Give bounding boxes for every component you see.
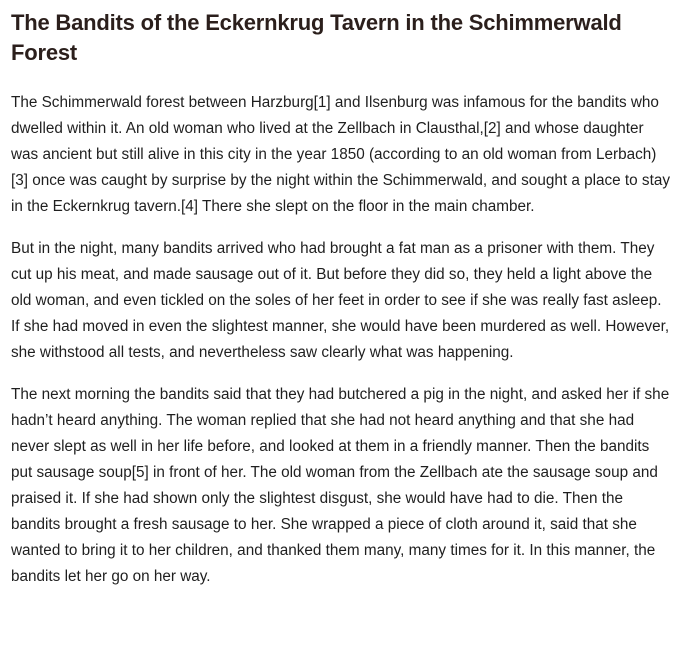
- paragraph-3: The next morning the bandits said that they had butchered a pig in the night, and asked her if she hadn’t heard anything. The woman replied that she had not heard anything and that she had never slept as well in her life before, and looked at them in a friendly manner. Then the bandits put sausage soup[5] in front of her. The old woman from the Zellbach ate the sausage soup and praised it. If she had shown only the slightest disgust, she would have had to die. Then the bandits brought a fresh sausage to her. She wrapped a piece of cloth around it, said that she wanted to bring it to her children, and thanked them many, many times for it. In this manner, the bandits let her go on her way.: [11, 386, 670, 585]
- paragraph-1: The Schimmerwald forest between Harzburg[1] and Ilsenburg was infamous for the bandits who dwelled within it. An old woman who lived at the Zellbach in Clausthal,[2] and whose daughter was ancient but still alive in this city in the year 1850 (according to an old woman from Lerbach)[3] once was caught by surprise by the night within the Schimmerwald, and sought a place to stay in the Eckernkrug tavern.[4] There she slept on the floor in the main chamber.: [11, 94, 670, 215]
- article-body: [11, 90, 672, 590]
- article-title: The Bandits of the Eckernkrug Tavern in the Schimmerwald Forest: [11, 10, 622, 65]
- paragraph-2: But in the night, many bandits arrived who had brought a fat man as a prisoner with them. They cut up his meat, and made sausage out of it. But before they did so, they held a light above the old woman, and even tickled on the soles of her feet in order to see if she was really fast asleep. If she had moved in even the slightest manner, she would have been murdered as well. However, she withstood all tests, and nevertheless saw clearly what was happening.: [11, 240, 670, 361]
